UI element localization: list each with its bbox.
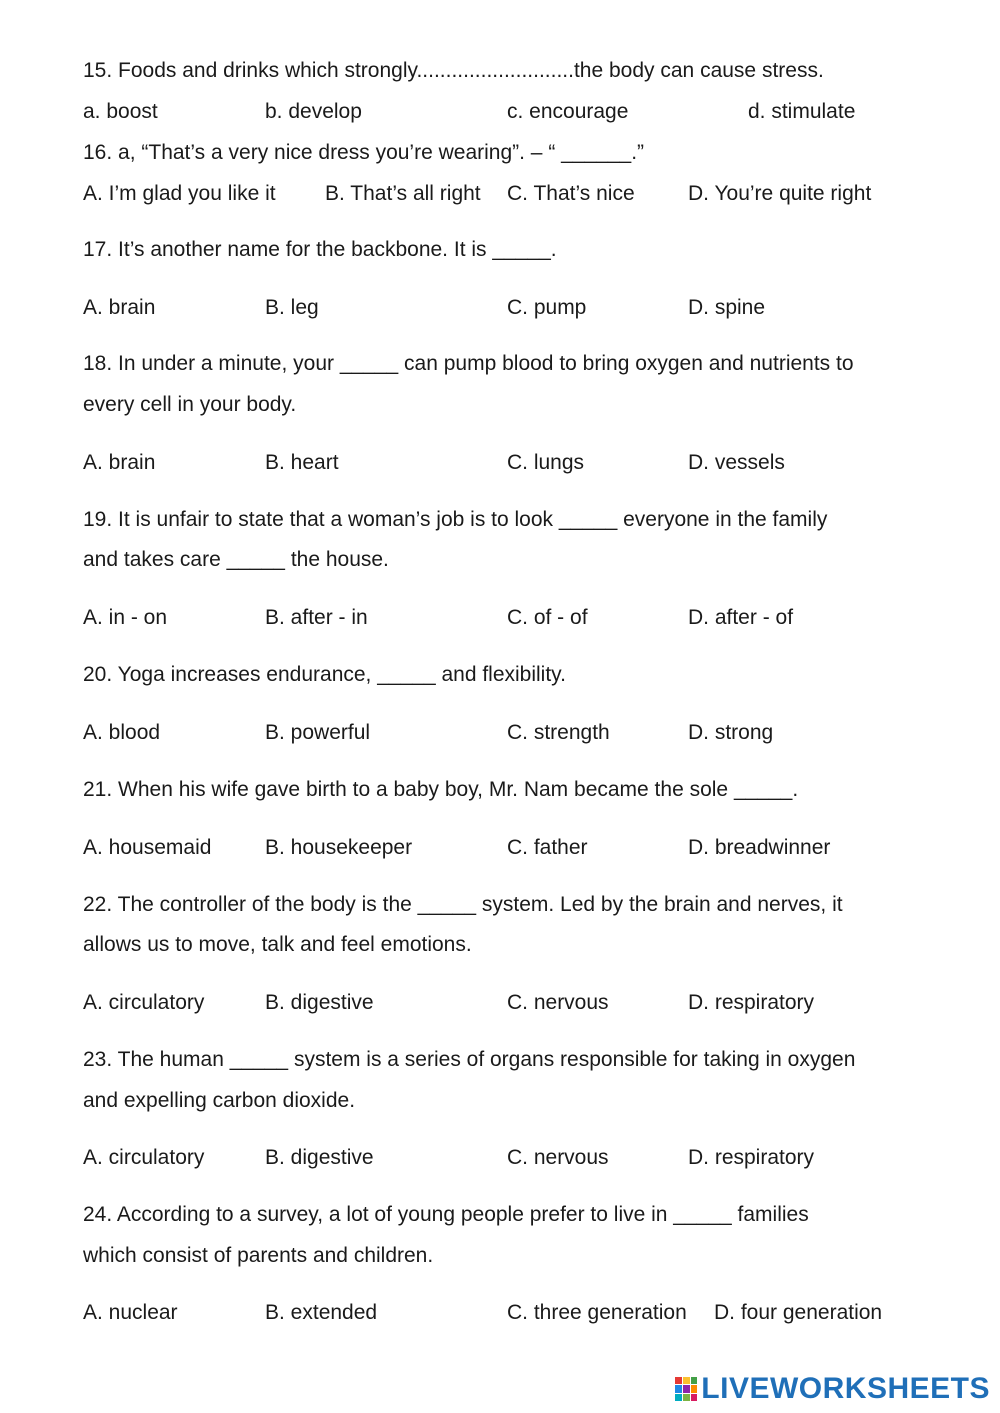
question-22-option-a[interactable]: A. circulatory bbox=[83, 991, 205, 1014]
question-19-option-c[interactable]: C. of - of bbox=[507, 606, 588, 629]
question-20-option-a[interactable]: A. blood bbox=[83, 721, 161, 744]
question-18-option-b[interactable]: B. heart bbox=[265, 451, 339, 474]
question-17-stem: 17. It’s another name for the backbone. It is _____. bbox=[83, 238, 557, 261]
question-22-stem-line-2: allows us to move, talk and feel emotions. bbox=[83, 933, 472, 956]
question-24-stem-line-2: which consist of parents and children. bbox=[83, 1244, 434, 1267]
question-23-option-b[interactable]: B. digestive bbox=[265, 1146, 374, 1169]
question-20-option-b[interactable]: B. powerful bbox=[265, 721, 371, 744]
question-24-stem-line-1: 24. According to a survey, a lot of young people prefer to live in _____ families bbox=[83, 1203, 809, 1226]
question-24-option-b[interactable]: B. extended bbox=[265, 1301, 378, 1324]
question-21-option-a[interactable]: A. housemaid bbox=[83, 836, 212, 859]
question-21-option-b[interactable]: B. housekeeper bbox=[265, 836, 413, 859]
question-23-option-a[interactable]: A. circulatory bbox=[83, 1146, 205, 1169]
question-15-option-b[interactable]: b. develop bbox=[265, 100, 362, 123]
question-15-stem: 15. Foods and drinks which strongly...........................the body can cause stress. bbox=[83, 59, 824, 82]
question-16-option-d[interactable]: D. You’re quite right bbox=[688, 182, 872, 205]
question-18-stem-line-2: every cell in your body. bbox=[83, 393, 297, 416]
question-22-option-c[interactable]: C. nervous bbox=[507, 991, 609, 1014]
question-20-option-c[interactable]: C. strength bbox=[507, 721, 610, 744]
question-17-option-d[interactable]: D. spine bbox=[688, 296, 766, 319]
question-15-option-a[interactable]: a. boost bbox=[83, 100, 158, 123]
question-16-stem: 16. a, “That’s a very nice dress you’re wearing”. – “ ______.” bbox=[83, 141, 645, 164]
question-18-option-a[interactable]: A. brain bbox=[83, 451, 156, 474]
question-16-option-c[interactable]: C. That’s nice bbox=[507, 182, 635, 205]
question-18-stem-line-1: 18. In under a minute, your _____ can pump blood to bring oxygen and nutrients to bbox=[83, 352, 854, 375]
question-23-option-d[interactable]: D. respiratory bbox=[688, 1146, 815, 1169]
question-22-stem-line-1: 22. The controller of the body is the _____ system. Led by the brain and nerves, it bbox=[83, 893, 843, 916]
question-23-option-c[interactable]: C. nervous bbox=[507, 1146, 609, 1169]
question-16-option-b[interactable]: B. That’s all right bbox=[325, 182, 481, 205]
question-17-option-b[interactable]: B. leg bbox=[265, 296, 319, 319]
liveworksheets-logo-text: LIVEWORKSHEETS bbox=[701, 1372, 990, 1405]
question-22-option-b[interactable]: B. digestive bbox=[265, 991, 374, 1014]
question-19-option-b[interactable]: B. after - in bbox=[265, 606, 368, 629]
question-24-option-d[interactable]: D. four generation bbox=[714, 1301, 883, 1324]
question-18-option-d[interactable]: D. vessels bbox=[688, 451, 785, 474]
question-23-stem-line-2: and expelling carbon dioxide. bbox=[83, 1089, 356, 1112]
question-17-option-c[interactable]: C. pump bbox=[507, 296, 587, 319]
question-20-option-d[interactable]: D. strong bbox=[688, 721, 774, 744]
question-20-stem: 20. Yoga increases endurance, _____ and flexibility. bbox=[83, 663, 566, 686]
question-23-stem-line-1: 23. The human _____ system is a series of organs responsible for taking in oxygen bbox=[83, 1048, 856, 1071]
question-24-option-a[interactable]: A. nuclear bbox=[83, 1301, 178, 1324]
question-22-option-d[interactable]: D. respiratory bbox=[688, 991, 815, 1014]
question-15-option-c[interactable]: c. encourage bbox=[507, 100, 629, 123]
question-16-option-a[interactable]: A. I’m glad you like it bbox=[83, 182, 276, 205]
question-21-option-d[interactable]: D. breadwinner bbox=[688, 836, 831, 859]
question-21-stem: 21. When his wife gave birth to a baby boy, Mr. Nam became the sole _____. bbox=[83, 778, 799, 801]
question-19-stem-line-1: 19. It is unfair to state that a woman’s job is to look _____ everyone in the family bbox=[83, 508, 828, 531]
question-17-option-a[interactable]: A. brain bbox=[83, 296, 156, 319]
question-24-option-c[interactable]: C. three generation bbox=[507, 1301, 687, 1324]
question-19-stem-line-2: and takes care _____ the house. bbox=[83, 548, 389, 571]
question-19-option-d[interactable]: D. after - of bbox=[688, 606, 794, 629]
question-18-option-c[interactable]: C. lungs bbox=[507, 451, 585, 474]
question-21-option-c[interactable]: C. father bbox=[507, 836, 588, 859]
liveworksheets-logo-icon bbox=[675, 1377, 697, 1401]
question-15-option-d[interactable]: d. stimulate bbox=[748, 100, 856, 123]
question-19-option-a[interactable]: A. in - on bbox=[83, 606, 168, 629]
liveworksheets-logo bbox=[675, 1373, 990, 1405]
